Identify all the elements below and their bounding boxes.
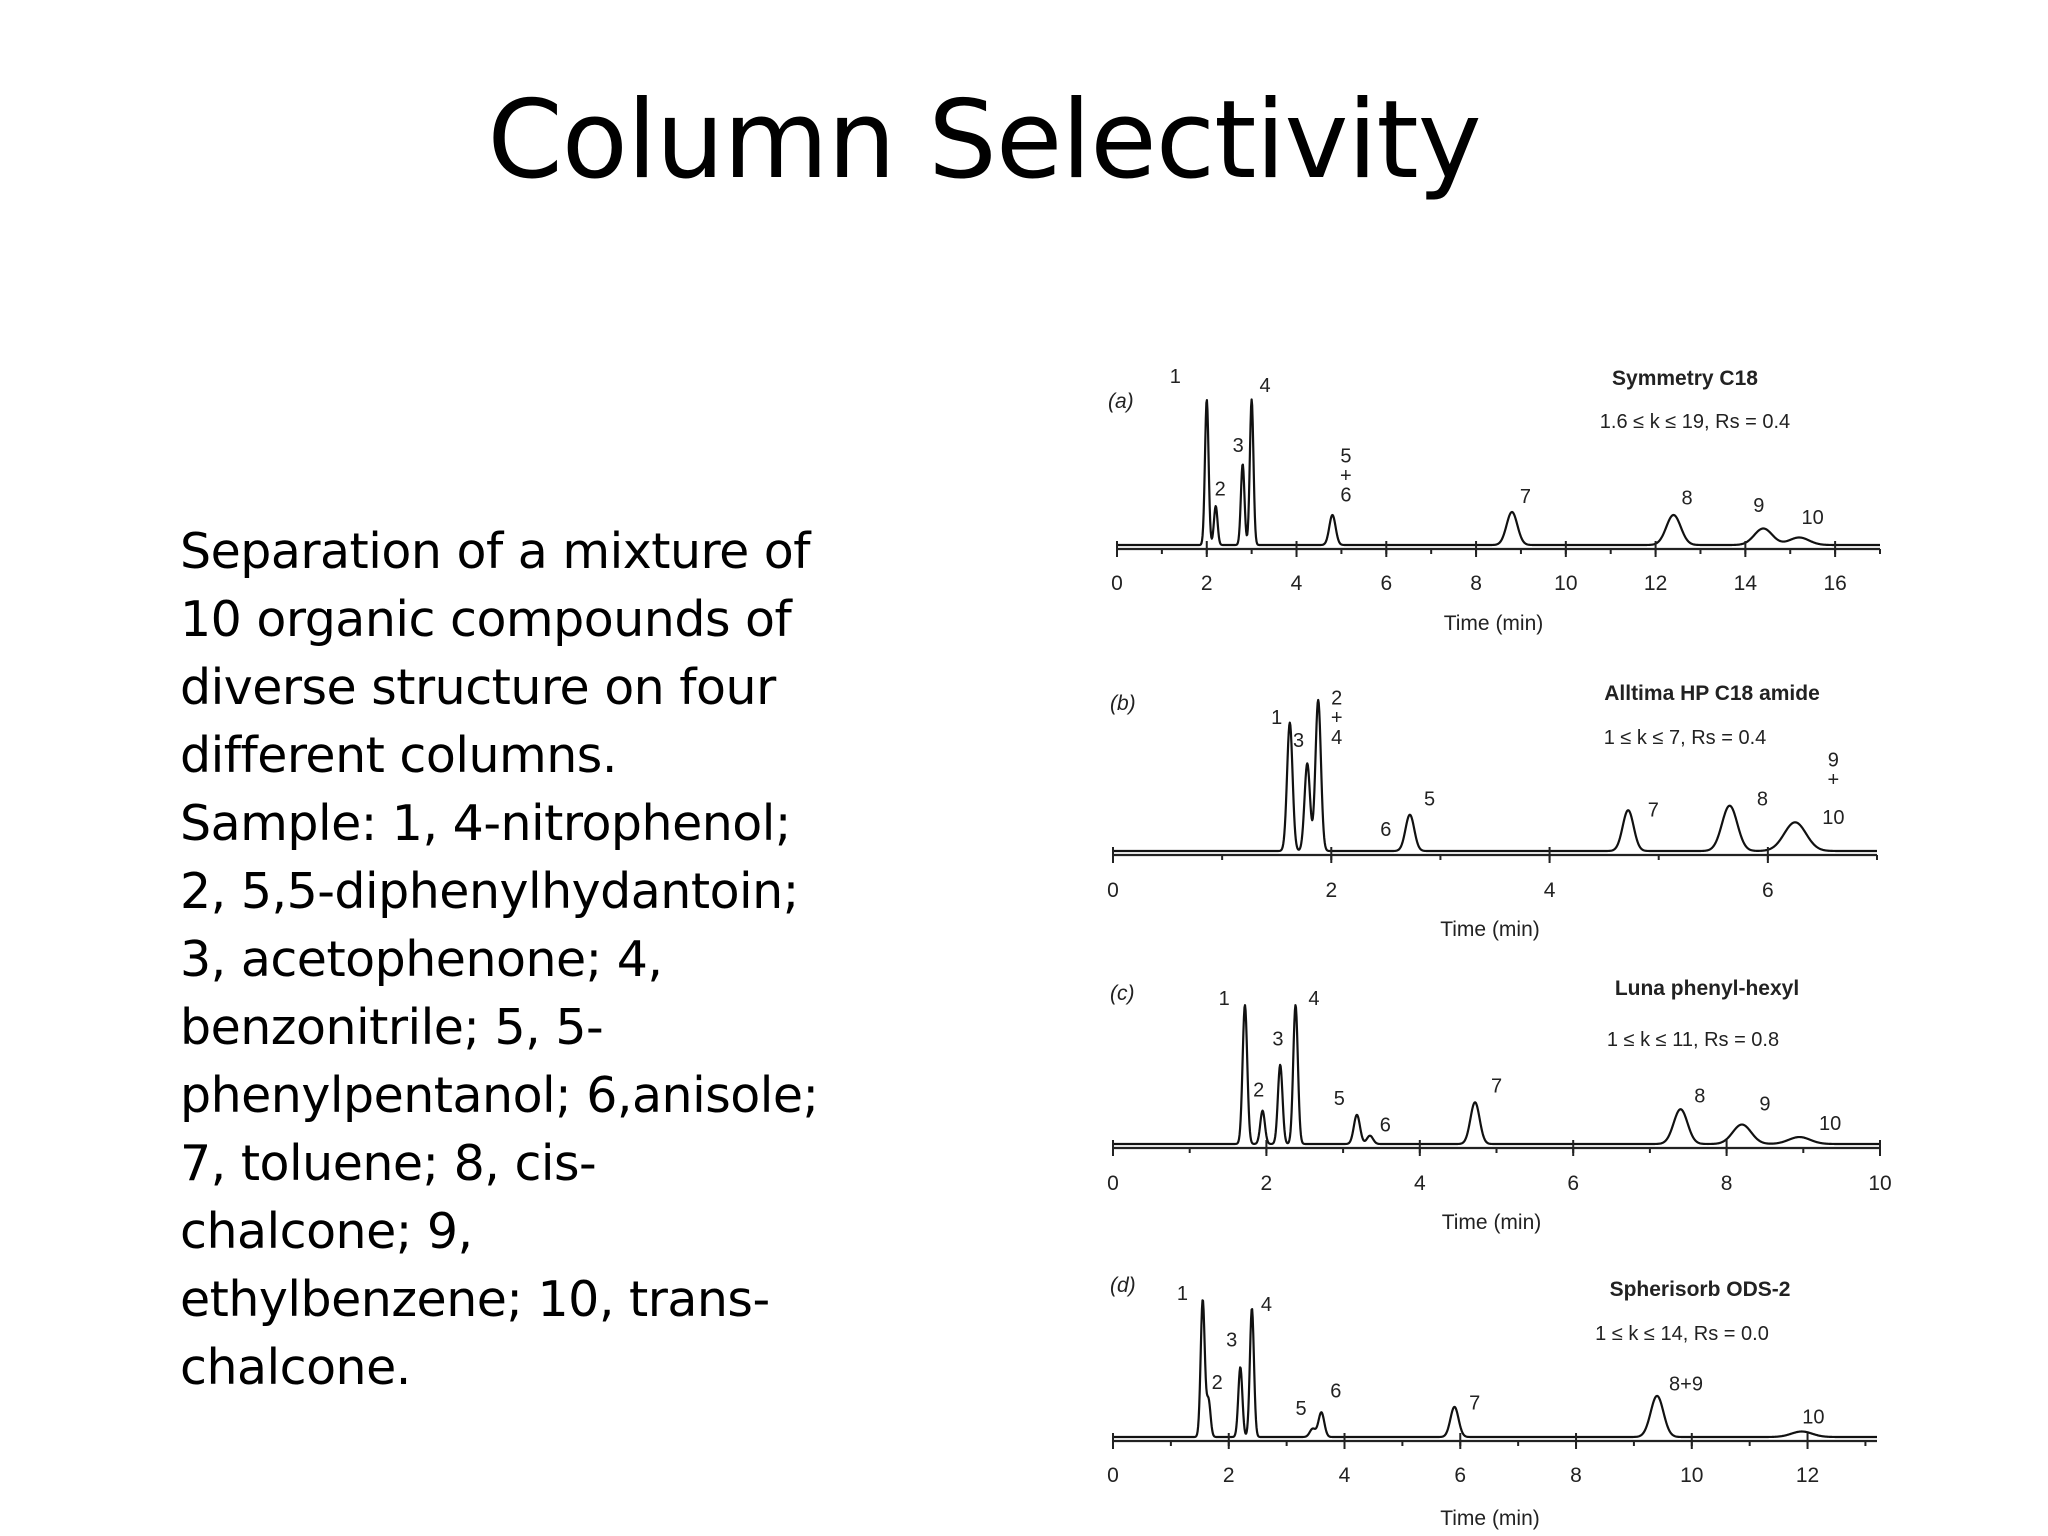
- column-subtitle: 1 ≤ k ≤ 11, Rs = 0.8: [1606, 1029, 1780, 1051]
- tick-label: 16: [1823, 572, 1847, 595]
- tick-label: 10: [1554, 572, 1578, 595]
- tick-label: 8: [1570, 1464, 1582, 1487]
- chromatogram-panel-3: [1107, 977, 1892, 1234]
- tick-label: 8: [1720, 1172, 1733, 1195]
- peak-number-label: 7: [1519, 486, 1531, 508]
- tick-label: 0: [1107, 879, 1119, 902]
- peak-number-label: 8+9: [1669, 1373, 1703, 1396]
- peak-number-label: 1: [1218, 988, 1230, 1010]
- peak-number-label: 8: [1694, 1085, 1706, 1108]
- slide-title: Column Selectivity: [487, 78, 1481, 203]
- peak-number-label: +: [1827, 769, 1840, 792]
- peak-number-label: +: [1340, 465, 1352, 487]
- tick-label: 4: [1413, 1172, 1426, 1195]
- column-title: Luna phenyl-hexyl: [1614, 977, 1800, 1000]
- tick-label: 2: [1325, 879, 1338, 902]
- chromatogram-panel-1: [1108, 366, 1880, 635]
- panel-label: (d): [1110, 1274, 1136, 1297]
- peak-number-label: 2: [1211, 1372, 1223, 1395]
- peak-number-label: +: [1330, 707, 1343, 730]
- column-title: Symmetry C18: [1612, 367, 1758, 390]
- column-title: Alltima HP C18 amide: [1604, 682, 1820, 705]
- column-title: Spherisorb ODS-2: [1609, 1278, 1791, 1301]
- peak-number-label: 4: [1331, 726, 1343, 749]
- peak-number-label: 6: [1380, 818, 1392, 841]
- peak-number-label: 1: [1176, 1283, 1189, 1305]
- tick-label: 6: [1380, 572, 1393, 595]
- peak-number-label: 4: [1260, 1293, 1272, 1316]
- peak-number-label: 1: [1271, 707, 1283, 730]
- tick-label: 0: [1107, 1172, 1119, 1195]
- peak-number-label: 2: [1214, 478, 1226, 501]
- tick-label: 14: [1733, 572, 1758, 595]
- peak-number-label: 2: [1331, 687, 1343, 710]
- axis-xlabel: Time (min): [1443, 612, 1544, 635]
- peak-number-label: 9: [1753, 495, 1765, 517]
- tick-label: 8: [1470, 572, 1482, 595]
- tick-label: 10: [1680, 1464, 1704, 1487]
- tick-label: 0: [1111, 572, 1123, 595]
- tick-label: 10: [1868, 1172, 1892, 1195]
- tick-label: 6: [1762, 879, 1774, 902]
- tick-label: 2: [1222, 1464, 1235, 1487]
- axis-xlabel: Time (min): [1441, 1211, 1542, 1234]
- chromatogram-panel-2: [1107, 682, 1877, 941]
- chromatogram-trace: [1113, 700, 1877, 851]
- peak-number-label: 3: [1272, 1028, 1284, 1051]
- peak-number-label: 5: [1423, 788, 1436, 811]
- peak-number-label: 10: [1801, 507, 1824, 529]
- peak-number-label: 6: [1340, 484, 1352, 507]
- peak-number-label: 6: [1379, 1114, 1391, 1137]
- tick-label: 6: [1454, 1464, 1467, 1487]
- peak-number-label: 9: [1827, 749, 1839, 772]
- peak-number-label: 3: [1292, 729, 1305, 752]
- peak-number-label: 5: [1340, 445, 1352, 468]
- peak-number-label: 5: [1295, 1398, 1307, 1421]
- column-subtitle: 1 ≤ k ≤ 14, Rs = 0.0: [1595, 1323, 1769, 1345]
- peak-number-label: 8: [1756, 788, 1768, 811]
- peak-number-label: 1: [1169, 366, 1181, 388]
- panel-label: (c): [1110, 982, 1135, 1005]
- column-subtitle: 1 ≤ k ≤ 7, Rs = 0.4: [1603, 727, 1767, 749]
- peak-number-label: 7: [1647, 799, 1659, 822]
- peak-number-label: 7: [1469, 1392, 1481, 1415]
- column-subtitle: 1.6 ≤ k ≤ 19, Rs = 0.4: [1599, 411, 1791, 433]
- panel-label: (b): [1110, 692, 1136, 715]
- axis-xlabel: Time (min): [1440, 1507, 1540, 1530]
- tick-label: 2: [1200, 572, 1213, 595]
- tick-label: 2: [1260, 1172, 1273, 1195]
- peak-number-label: 7: [1490, 1075, 1503, 1098]
- tick-label: 12: [1795, 1464, 1820, 1487]
- peak-number-label: 10: [1802, 1406, 1825, 1429]
- peak-number-label: 9: [1759, 1093, 1771, 1116]
- chromatogram-panel-4: [1107, 1274, 1877, 1530]
- tick-label: 6: [1567, 1172, 1580, 1195]
- panel-label: (a): [1108, 390, 1134, 413]
- peak-number-label: 4: [1308, 988, 1320, 1010]
- axis-xlabel: Time (min): [1440, 918, 1540, 941]
- tick-label: 4: [1543, 879, 1556, 902]
- peak-number-label: 3: [1232, 435, 1244, 457]
- peak-number-label: 10: [1819, 1113, 1842, 1136]
- peak-number-label: 5: [1333, 1088, 1345, 1111]
- peak-number-label: 2: [1253, 1079, 1265, 1102]
- tick-label: 4: [1338, 1464, 1351, 1487]
- peak-number-label: 10: [1822, 806, 1845, 829]
- peak-number-label: 6: [1330, 1380, 1342, 1403]
- tick-label: 0: [1107, 1464, 1119, 1487]
- tick-label: 4: [1290, 572, 1303, 595]
- tick-label: 12: [1643, 572, 1668, 595]
- peak-number-label: 3: [1226, 1329, 1238, 1352]
- peak-number-label: 4: [1259, 375, 1271, 397]
- chromatogram-trace: [1113, 1300, 1877, 1437]
- figure-caption: Separation of a mixture of 10 organic compounds of diverse structure on four different columns. Sample: 1, 4-nitrophenol; 2, 5,5-diphenylhydantoin; 3, acetophenone; 4, benzonitrile; 5, 5-phenylpentanol; 6,anisole; 7, toluene; 8, cis-chalcone; 9, ethylbenzene; 10, trans-chalcone.: [180, 523, 819, 1396]
- peak-number-label: 8: [1681, 487, 1693, 510]
